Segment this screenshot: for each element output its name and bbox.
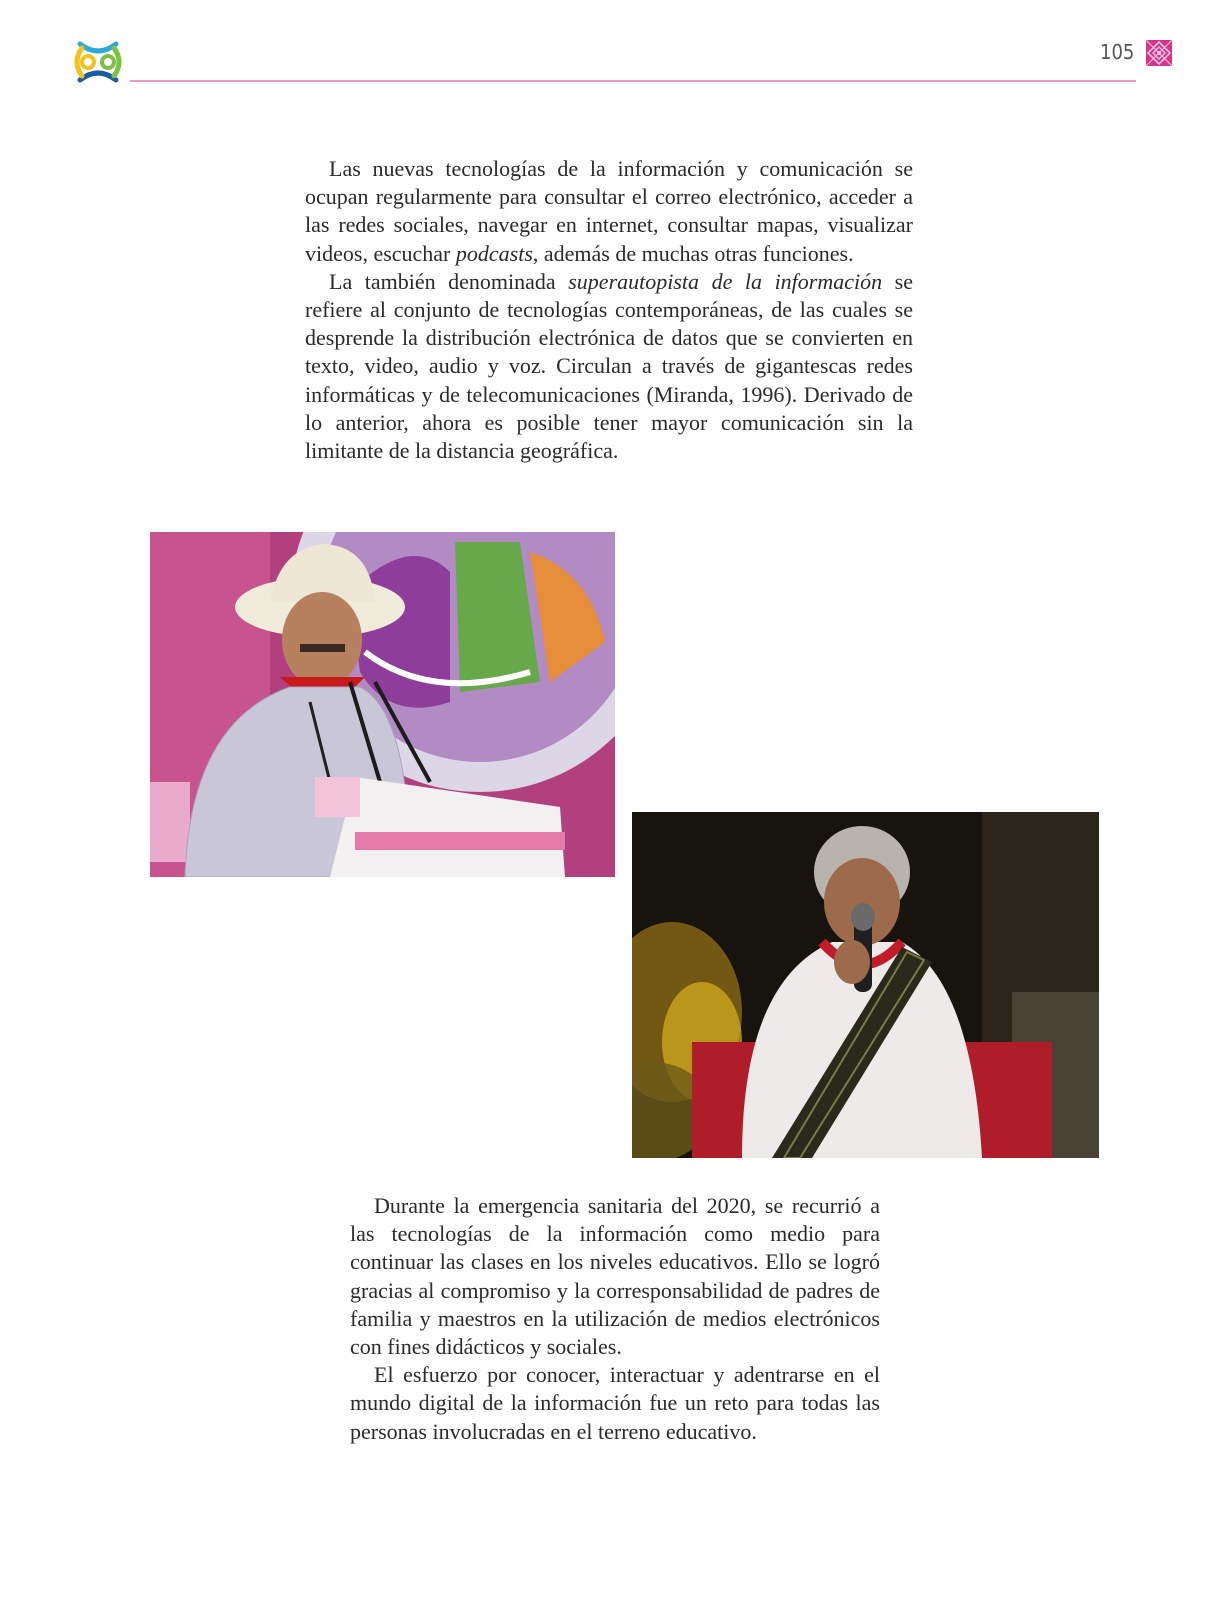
paragraph: El esfuerzo por conocer, interactuar y adentrarse en el mundo digital de la información fue un reto para todas las personas involucradas en el terreno educativo. (350, 1362, 880, 1444)
paragraph: La también denominada superautopista de la información se refiere al conjunto de tecnologías contemporáneas, de las cuales se desprende la distribución electrónica de datos que se convierten en texto, video, audio y voz. Circulan a través de gigantescas redes informáticas y de telecomunicaciones (Miranda, 1996). Derivado de lo anterior, ahora es posible tener mayor comunicación sin la limitante de la distancia geográfica. (305, 268, 914, 464)
text-block-intro (305, 155, 913, 465)
photo-woman-with-microphone (632, 812, 1099, 1158)
page-number: 105 (1100, 40, 1135, 64)
paragraph: Durante la emergencia sanitaria del 2020, se recurrió a las tecnologías de la información como medio para continuar las clases en los niveles educativos. Ello se logró gracias al compromiso y la corresponsabilidad de padres de familia y maestros en la utilización de medios electrónicos con fines didácticos y sociales. (350, 1193, 880, 1360)
four-petal-logo-icon (74, 38, 122, 86)
photo-speaker-at-podium (150, 532, 615, 877)
header-rule (130, 80, 1136, 82)
italic-term: podcasts (455, 240, 533, 266)
italic-term: superautopista de la información (568, 268, 883, 294)
pink-diamond-ornament-icon (1146, 40, 1172, 66)
paragraph: Las nuevas tecnologías de la información y comunicación se ocupan regularmente para consultar el correo electrónico, acceder a las redes sociales, navegar en internet, consultar mapas, visualizar videos, escuchar podcasts, además de muchas otras funciones. (305, 156, 913, 266)
text-block-pandemic (350, 1192, 880, 1446)
